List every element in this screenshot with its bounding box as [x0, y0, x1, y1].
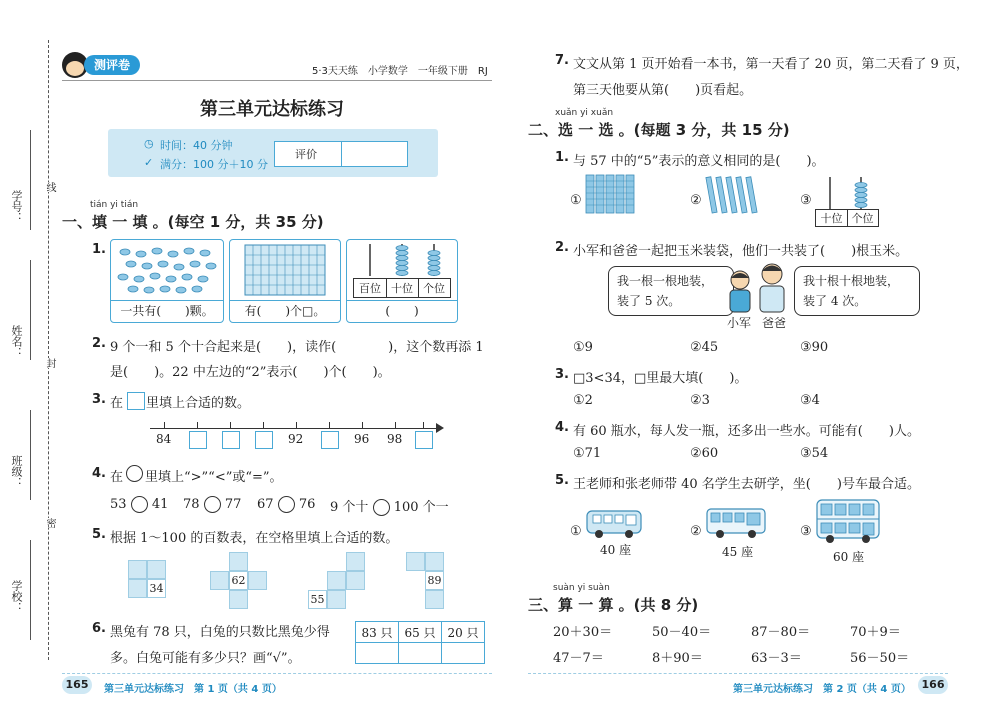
c5-seat-1: 40 座 [600, 543, 632, 557]
c4-option-2[interactable]: ②60 [690, 446, 719, 461]
info-box [108, 129, 438, 177]
q2-line2[interactable]: 是( )。22 中左边的“2”表示( )个( )。 [110, 365, 391, 380]
nl-blank-4[interactable] [321, 431, 339, 449]
abacus-icon [353, 242, 451, 278]
time-text: 时间：40 分钟 [160, 139, 233, 152]
label-hundreds: 百位 [359, 282, 381, 295]
side-label-class: 班级： [10, 455, 23, 488]
score-text: 满分：100 分＋10 分 [160, 158, 268, 171]
q5-number: 5. [92, 527, 106, 542]
fragment-value: 55 [308, 590, 327, 609]
check-icon: ✓ [144, 156, 154, 169]
sec1-title: 一、填 一 填 。(每空 1 分，共 35 分) [62, 213, 324, 231]
nl-blank-5[interactable] [415, 431, 433, 449]
q1-number: 1. [92, 242, 106, 257]
badge [62, 52, 142, 78]
c1-number: 1. [555, 150, 569, 165]
c5-opt3-label[interactable]: ③ [800, 524, 812, 539]
c4-option-1[interactable]: ①71 [573, 446, 602, 461]
blank-square-icon [127, 392, 145, 410]
calc-item[interactable]: 20＋30＝ [553, 625, 613, 640]
double-decker-bus-icon [815, 497, 881, 545]
binding-margin [0, 40, 60, 660]
calc-item[interactable]: 47－7＝ [553, 651, 604, 666]
q1-place-row [353, 278, 451, 298]
q6-number: 6. [92, 621, 106, 636]
q4-text-a: 在 [110, 470, 124, 485]
q1-caption-c[interactable]: ( ) [347, 300, 457, 322]
c1-place-row [815, 209, 879, 227]
compare-circle[interactable] [278, 496, 295, 513]
c3-option-1[interactable]: ①2 [573, 393, 593, 408]
c1-opt3-label[interactable]: ③ [800, 193, 812, 208]
calc-item[interactable]: 8＋90＝ [652, 651, 703, 666]
footer-text-left: 第三单元达标练习 第 1 页（共 4 页） [104, 684, 282, 695]
label-tens: 十位 [391, 282, 413, 295]
q6-option: 20 只 [442, 622, 485, 643]
side-label-name: 姓名： [10, 325, 23, 358]
c5-seat-3: 60 座 [833, 550, 865, 564]
square-grid-icon [244, 244, 326, 296]
label-ones: 个位 [423, 282, 445, 295]
footer-rule-left [62, 673, 492, 674]
side-label-seal: 封 [44, 358, 55, 368]
q4-item-2: 78 77 [183, 497, 242, 512]
father-figure-icon [752, 262, 792, 314]
c2-number: 2. [555, 240, 569, 255]
page-number-right: 166 [918, 676, 948, 694]
calc-item[interactable]: 50－40＝ [652, 625, 712, 640]
fragment-value: 34 [147, 579, 166, 598]
q3-text-a: 在 [110, 396, 124, 411]
c3-text[interactable]: □3<34，□里最大填( )。 [573, 371, 748, 386]
q1-candy-panel [110, 239, 224, 323]
side-label-secret: 密 [44, 518, 55, 528]
c5-number: 5. [555, 473, 569, 488]
bus-icon [705, 506, 767, 540]
name-boy: 小军 [727, 316, 752, 330]
nl-tick-96: 96 [354, 432, 370, 446]
c3-number: 3. [555, 367, 569, 382]
fragment-value: 89 [425, 571, 444, 590]
c3-option-2[interactable]: ②3 [690, 393, 710, 408]
candy-icon [115, 244, 219, 296]
clock-icon: ◷ [144, 137, 154, 150]
calc-item[interactable]: 87－80＝ [751, 625, 811, 640]
nl-blank-1[interactable] [189, 431, 207, 449]
nl-tick-98: 98 [387, 432, 403, 446]
q1-caption-b[interactable]: 有( )个□。 [230, 300, 340, 322]
q4-item-3: 67 76 [257, 497, 316, 512]
q3-text-b: 里填上合适的数。 [146, 396, 251, 411]
compare-circle[interactable] [204, 496, 221, 513]
hundred-chart-fragment-d [406, 552, 466, 612]
q1-caption-a[interactable]: 一共有( )颗。 [111, 300, 223, 322]
sec2-pinyin: xuǎn yi xuǎn [555, 108, 614, 118]
abacus-icon [815, 175, 877, 209]
q6-option: 65 只 [399, 622, 442, 643]
nl-tick-84: 84 [156, 432, 172, 446]
nl-blank-2[interactable] [222, 431, 240, 449]
header-rule [62, 80, 492, 81]
q4-number: 4. [92, 466, 106, 481]
q6-check-cell[interactable] [399, 643, 442, 664]
speech-bubble-left: 我一根一根地装， 装了 5 次。 [608, 266, 734, 316]
q2-number: 2. [92, 336, 106, 351]
name-father: 爸爸 [762, 316, 787, 330]
label-tens: 十位 [820, 212, 843, 225]
c4-option-3[interactable]: ③54 [800, 446, 829, 461]
side-label-line: 线 [44, 182, 55, 192]
q2-line1[interactable]: 9 个一和 5 个十合起来是( )，读作( )，这个数再添 1 [110, 340, 484, 355]
q7-line2[interactable]: 第三天他要从第( )页看起。 [573, 83, 753, 98]
c1-text: 与 57 中的“5”表示的意义相同的是( )。 [573, 154, 825, 169]
blank-circle-icon [126, 465, 143, 482]
number-line [150, 420, 450, 460]
page-number-left: 165 [62, 676, 92, 694]
calc-item[interactable]: 63－3＝ [751, 651, 802, 666]
q6-check-cell[interactable] [442, 643, 485, 664]
eval-label: 评价 [295, 148, 317, 161]
c5-opt1-label[interactable]: ① [570, 524, 582, 539]
footer-text-right: 第三单元达标练习 第 2 页（共 4 页） [733, 684, 911, 695]
q6-check-cell[interactable] [356, 643, 399, 664]
fragment-value: 62 [229, 571, 248, 590]
q7-line1: 文文从第 1 页开始看一本书，第一天看了 20 页，第二天看了 9 页， [573, 57, 969, 72]
c4-number: 4. [555, 420, 569, 435]
series-label: 5·3天天练 小学数学 一年级下册 RJ [312, 66, 488, 77]
page-title: 第三单元达标练习 [200, 99, 344, 120]
c5-opt2-label[interactable]: ② [690, 524, 702, 539]
q6-line2: 多。白兔可能有多少只？画“√”。 [110, 651, 301, 666]
q1-abacus-panel [346, 239, 458, 323]
q4-item-1: 53 41 [110, 497, 169, 512]
label-ones: 个位 [851, 212, 874, 225]
c3-option-3[interactable]: ③4 [800, 393, 820, 408]
sec1-pinyin: tián yi tián [90, 200, 139, 210]
q5-text: 根据 1～100 的百数表，在空格里填上合适的数。 [110, 531, 399, 546]
c2-option-1[interactable]: ①9 [573, 340, 593, 355]
q6-option: 83 只 [356, 622, 399, 643]
c1-opt2-label[interactable]: ② [690, 193, 702, 208]
c2-option-2[interactable]: ②45 [690, 340, 719, 355]
c1-opt1-label[interactable]: ① [570, 193, 582, 208]
c4-text[interactable]: 有 60 瓶水，每人发一瓶，还多出一些水。可能有( )人。 [573, 424, 920, 439]
sec3-title: 三、算 一 算 。(共 8 分) [528, 596, 699, 614]
hundred-chart-fragment-c [308, 552, 368, 612]
side-label-student-id: 学号： [10, 190, 23, 223]
c1-abacus [815, 175, 877, 225]
calc-item[interactable]: 56－50＝ [850, 651, 910, 666]
eval-box[interactable] [274, 141, 408, 167]
c5-text[interactable]: 王老师和张老师带 40 名学生去研学，坐( )号车最合适。 [573, 477, 920, 492]
q7-number: 7. [555, 53, 569, 68]
c2-text[interactable]: 小军和爸爸一起把玉米装袋，他们一共装了( )根玉米。 [573, 244, 909, 259]
speech-bubble-right: 我十根十根地装， 装了 4 次。 [794, 266, 920, 316]
q6-option-table [355, 621, 485, 664]
side-label-school: 学校： [10, 580, 23, 613]
c2-option-3[interactable]: ③90 [800, 340, 829, 355]
compare-circle[interactable] [373, 499, 390, 516]
sec3-pinyin: suàn yi suàn [553, 583, 610, 593]
hundred-chart-fragment-b [210, 552, 270, 612]
sec2-title: 二、选 一 选 。(每题 3 分，共 15 分) [528, 121, 790, 139]
q3-number: 3. [92, 392, 106, 407]
bus-icon [585, 508, 643, 540]
c5-seat-2: 45 座 [722, 545, 754, 559]
calc-item[interactable]: 70＋9＝ [850, 625, 901, 640]
badge-label: 测评卷 [84, 55, 140, 75]
q4-text-b: 里填上“>”“<”或“=”。 [145, 470, 283, 485]
bundled-sticks-icon [584, 173, 640, 215]
q1-grid-panel [229, 239, 341, 323]
sticks-icon [705, 175, 761, 215]
compare-circle[interactable] [131, 496, 148, 513]
q6-line1: 黑兔有 78 只，白兔的只数比黑兔少得 [110, 625, 330, 640]
nl-tick-92: 92 [288, 432, 304, 446]
footer-rule-right [528, 673, 948, 674]
q4-item-4: 9 个十 100 个一 [330, 500, 449, 515]
hundred-chart-fragment-a [128, 560, 188, 620]
nl-blank-3[interactable] [255, 431, 273, 449]
